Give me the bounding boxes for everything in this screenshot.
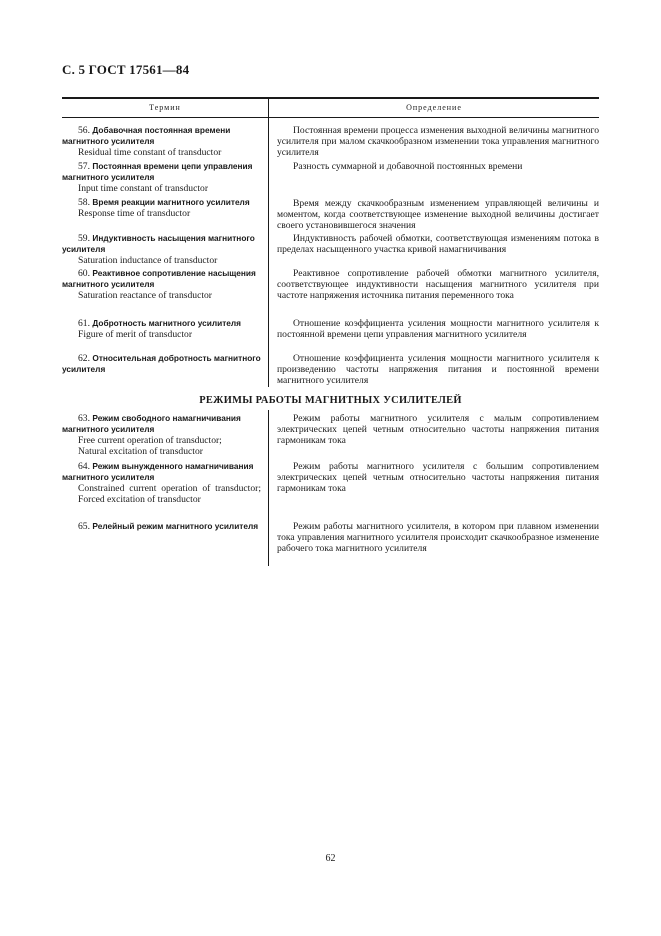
term-en: Residual time constant of transductor xyxy=(78,147,222,158)
page-number: 62 xyxy=(325,853,336,864)
term-en: Saturation reactance of transductor xyxy=(78,290,212,301)
definition-text: Отношение коэффициента усиления мощности магнитного усилителя к постоянной времени цепи управления магнитного усилителя xyxy=(277,318,599,340)
term-number: 62. xyxy=(78,353,90,364)
definition-56 xyxy=(277,125,599,158)
term-number: 57. xyxy=(78,161,90,172)
term-en: Natural excitation of transductor xyxy=(78,446,203,457)
definition-61 xyxy=(277,318,599,340)
table-top-rule xyxy=(62,97,599,99)
term-en: Input time constant of transductor xyxy=(78,183,209,194)
term-en: Constrained current operation of transductor; xyxy=(78,483,261,494)
term-58 xyxy=(62,197,261,219)
term-number: 56. xyxy=(78,125,90,136)
term-56 xyxy=(62,125,261,158)
column-header-definition: Определение xyxy=(406,103,462,112)
definition-63 xyxy=(277,413,599,446)
term-number: 65. xyxy=(78,521,90,532)
term-number: 59. xyxy=(78,233,90,244)
term-ru: Индуктивность насыщения магнитного усилителя xyxy=(62,233,255,254)
definition-65 xyxy=(277,521,599,554)
term-60 xyxy=(62,268,261,301)
term-ru: Добавочная постоянная времени магнитного усилителя xyxy=(62,125,231,146)
term-ru: Режим свободного намагничивания магнитного усилителя xyxy=(62,413,241,434)
term-62 xyxy=(62,353,261,375)
column-header-term: Термин xyxy=(149,103,181,112)
term-en: Free current operation of transductor; xyxy=(78,435,222,446)
term-ru: Релейный режим магнитного усилителя xyxy=(92,521,259,531)
term-59 xyxy=(62,233,261,266)
definition-text: Время между скачкообразным изменением управляющей величины и моментом, когда соответствующее изменение выходной величины достигает своего установившегося значения xyxy=(277,198,599,231)
definition-text: Режим работы магнитного усилителя с большим сопротивлением электрических цепей четным относительно частоты напряжения питания гармоникам тока xyxy=(277,461,599,494)
definition-64 xyxy=(277,461,599,494)
term-en: Saturation inductance of transductor xyxy=(78,255,218,266)
term-ru: Добротность магнитного усилителя xyxy=(92,318,242,328)
section-title: РЕЖИМЫ РАБОТЫ МАГНИТНЫХ УСИЛИТЕЛЕЙ xyxy=(199,395,462,406)
term-65 xyxy=(62,521,261,532)
definition-text: Индуктивность рабочей обмотки, соответствующая изменениям потока в пределах насыщенного участка кривой намагничивания xyxy=(277,233,599,255)
term-en: Forced excitation of transductor xyxy=(78,494,201,505)
term-63 xyxy=(62,413,261,457)
definition-57 xyxy=(277,161,599,172)
table-header-rule xyxy=(62,117,599,118)
definition-text: Режим работы магнитного усилителя с малым сопротивлением электрических цепей четным относительно частоты напряжения питания гармоникам тока xyxy=(277,413,599,446)
term-en: Figure of merit of transductor xyxy=(78,329,193,340)
definition-text: Постоянная времени процесса изменения выходной величины магнитного усилителя при малом скачкообразном изменении тока управления магнитного усилителя xyxy=(277,125,599,158)
term-number: 60. xyxy=(78,268,90,279)
term-ru: Постоянная времени цепи управления магнитного усилителя xyxy=(62,161,253,182)
definition-text: Реактивное сопротивление рабочей обмотки магнитного усилителя, соответствующее индуктивности насыщения магнитного усилителя при частоте напряжения источника питания переменного тока xyxy=(277,268,599,301)
term-ru: Режим вынужденного намагничивания магнитного усилителя xyxy=(62,461,254,482)
term-number: 61. xyxy=(78,318,90,329)
term-number: 58. xyxy=(78,197,90,208)
definition-text: Отношение коэффициента усиления мощности магнитного усилителя к произведению частоты напряжения питания и постоянной времени магнитного усилителя xyxy=(277,353,599,386)
definition-59 xyxy=(277,233,599,255)
term-number: 64. xyxy=(78,461,90,472)
column-divider-lower xyxy=(268,410,269,566)
definition-60 xyxy=(277,268,599,301)
column-divider-upper xyxy=(268,97,269,387)
definition-text: Режим работы магнитного усилителя, в котором при плавном изменении тока управления магнитного усилителя происходит скачкообразное изменение рабочего тока магнитного усилителя xyxy=(277,521,599,554)
term-ru: Реактивное сопротивление насыщения магнитного усилителя xyxy=(62,268,256,289)
term-en: Response time of transductor xyxy=(78,208,191,219)
term-number: 63. xyxy=(78,413,90,424)
term-64 xyxy=(62,461,261,505)
term-ru: Относительная добротность магнитного усилителя xyxy=(62,353,261,374)
definition-58 xyxy=(277,198,599,231)
definition-text: Разность суммарной и добавочной постоянных времени xyxy=(293,161,523,172)
page-header: С. 5 ГОСТ 17561—84 xyxy=(62,62,190,77)
term-57 xyxy=(62,161,261,194)
term-61 xyxy=(62,318,261,340)
term-ru: Время реакции магнитного усилителя xyxy=(92,197,250,207)
definition-62 xyxy=(277,353,599,386)
